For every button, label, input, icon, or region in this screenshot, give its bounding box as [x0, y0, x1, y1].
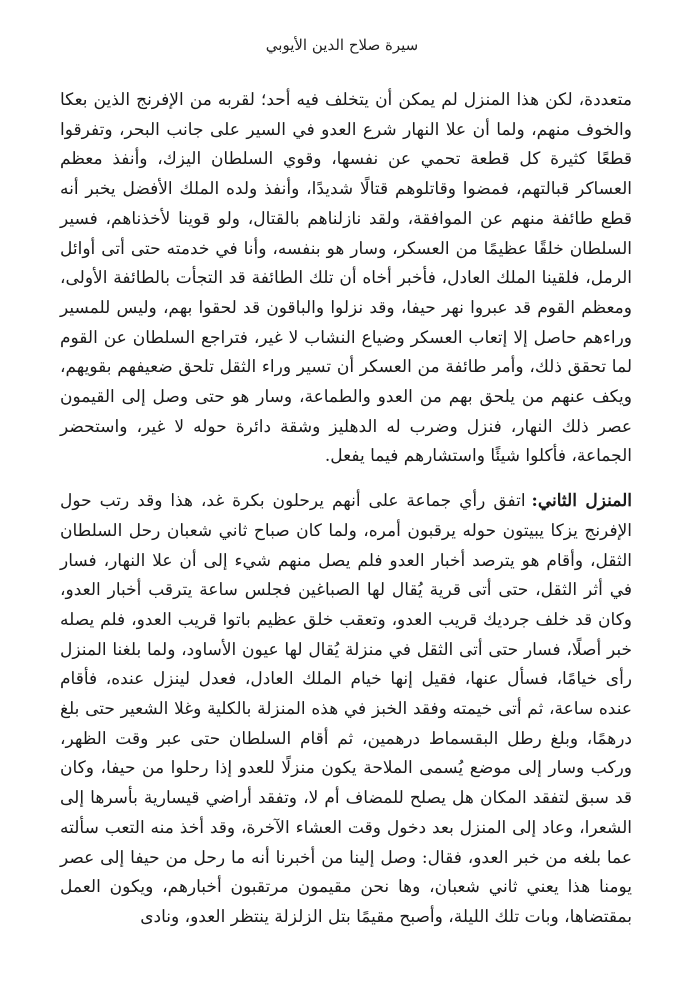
section-label: المنزل الثاني: [531, 491, 632, 512]
body-text [60, 86, 632, 933]
running-head: سيرة صلاح الدين الأيوبي [265, 36, 419, 54]
paragraph-2 [60, 487, 632, 933]
paragraph-1: متعددة، لكن هذا المنزل لم يمكن أن يتخلف فيه أحد؛ لقربه من الإفرنج الذين بعكا والخوف منهم، ولما أن علا النهار شرع العدو في السير على جانب البحر، وتفرقوا قطعًا كثيرة كل قطعة تحمي عن نفسها، وقوي السلطان اليزك، وأنفذ معظم العساكر قبالتهم، فمضوا وقاتلوهم قتالًا شديدًا، وأنفذ ولده الملك الأفضل يخبر أنه قطع طائفة منهم عن الموافقة، ولقد نازلناهم بالقتال، ولو قوينا لأخذناهم، فسير السلطان خلقًا عظيمًا من العسكر، وسار هو بنفسه، وأنا في خدمته حتى أتى أوائل الرمل، فلقينا الملك العادل، فأخبر أخاه أن تلك الطائفة قد التجأت بالطائفة الأولى، ومعظم القوم قد عبروا نهر حيفا، وقد نزلوا والباقون قد لحقوا بهم، وليس للمسير وراءهم حاصل إلا إتعاب العسكر وضياع النشاب لا غير، فتراجع السلطان عن القوم لما تحقق ذلك، وأمر طائفة من العسكر أن تسير وراء الثقل تلحق ضعيفهم بقويهم، ويكف عنهم من يلحق بهم من العدو والطماعة، وسار هو حتى وصل إلى القيمون عصر ذلك النهار، فنزل وضرب له الدهليز وشقة دائرة حوله لا غير، واستحضر الجماعة، فأكلوا شيئًا واستشارهم فيما يفعل. [60, 90, 632, 467]
paragraph-2-text: اتفق رأي جماعة على أنهم يرحلون بكرة غد، هذا وقد رتب حول الإفرنج يزكا يبيتون حوله يرقبون أمره، ولما كان صباح ثاني شعبان رحل السلطان الثقل، وأقام هو يترصد أخبار العدو فلم يصل منهم شيء إلى أن علا النهار، فسار في أثر الثقل، حتى أتى قرية يُقال لها الصباغين فجلس ساعة يترقب أخبار العدو، وكان قد خلف جرديك قريب العدو، وتعقب خلق عظيم باتوا قريب العدو، فلم يصله خبر أصلًا، فسار حتى أتى الثقل في منزلة يُقال لها عيون الأساود، ولما بلغنا المنزل رأى خيامًا، فسأل عنها، فقيل إنها خيام الملك العادل، فعدل لينزل عنده، فأقام عنده ساعة، ثم أتى خيمته وفقد الخبز في هذه المنزلة بالكلية وغلا الشعير حتى بلغ درهمًا، وبلغ رطل البقسماط درهمين، ثم أقام السلطان حتى عبر وقت الظهر، وركب وسار إلى موضع يُسمى الملاحة يكون منزلًا للعدو إذا رحلوا من حيفا، وكان قد سبق لتفقد المكان هل يصلح للمضاف أم لا، وتفقد أراضي قيسارية بأسرها إلى الشعرا، وعاد إلى المنزل بعد دخول وقت العشاء الآخرة، وقد أخذ منه التعب سألته عما بلغه من خبر العدو، فقال: وصل إلينا من أخبرنا أنه ما رحل من حيفا إلى عصر يومنا هذا يعني ثاني شعبان، وها نحن مقيمون مرتقبون أخبارهم، ويكون العمل بمقتضاها، وبات تلك الليلة، وأصبح مقيمًا بتل الزلزلة ينتظر العدو، ونادى [60, 491, 632, 927]
